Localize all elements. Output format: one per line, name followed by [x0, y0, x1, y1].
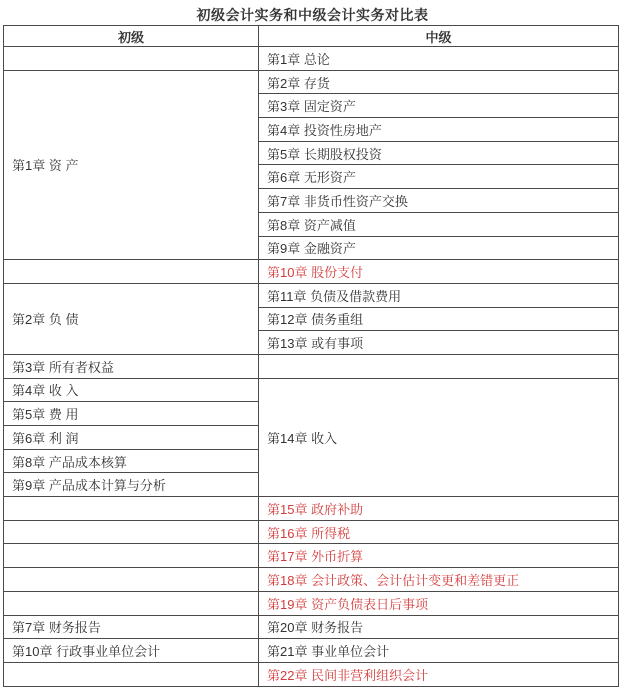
cell-junior-ch2-liabilities: 第2章 负 债 — [4, 283, 259, 354]
cell-junior-empty-4 — [4, 520, 259, 544]
cell-intermediate-ch22-highlighted: 第22章 民间非营利组织会计 — [259, 662, 619, 686]
cell-intermediate-ch11: 第11章 负债及借款费用 — [259, 283, 619, 307]
cell-intermediate-ch13: 第13章 或有事项 — [259, 331, 619, 355]
table-row — [4, 70, 619, 94]
cell-intermediate-ch21: 第21章 事业单位会计 — [259, 639, 619, 663]
cell-intermediate-ch20: 第20章 财务报告 — [259, 615, 619, 639]
cell-intermediate-ch14: 第14章 收入 — [259, 378, 619, 496]
cell-junior-empty-1 — [4, 47, 259, 71]
cell-intermediate-ch4: 第4章 投资性房地产 — [259, 118, 619, 142]
page-title: 初级会计实务和中级会计实务对比表 — [196, 7, 429, 23]
table-row — [4, 662, 619, 686]
cell-junior-ch7-financial-report: 第7章 财务报告 — [4, 615, 259, 639]
cell-junior-ch9-cost-analysis: 第9章 产品成本计算与分析 — [4, 473, 259, 497]
cell-junior-ch4-revenue: 第4章 收 入 — [4, 378, 259, 402]
cell-intermediate-ch12: 第12章 债务重组 — [259, 307, 619, 331]
cell-intermediate-ch1: 第1章 总论 — [259, 47, 619, 71]
cell-junior-ch10-gov-accounting: 第10章 行政事业单位会计 — [4, 639, 259, 663]
table-row — [4, 497, 619, 521]
table-row — [4, 615, 619, 639]
cell-intermediate-ch9: 第9章 金融资产 — [259, 236, 619, 260]
table-row — [4, 544, 619, 568]
cell-intermediate-ch19-highlighted: 第19章 资产负债表日后事项 — [259, 591, 619, 615]
cell-intermediate-empty-1 — [259, 354, 619, 378]
cell-intermediate-ch16-highlighted: 第16章 所得税 — [259, 520, 619, 544]
cell-junior-empty-6 — [4, 568, 259, 592]
column-header-junior: 初级 — [4, 26, 259, 47]
table-row — [4, 47, 619, 71]
cell-junior-ch8-cost-accounting: 第8章 产品成本核算 — [4, 449, 259, 473]
cell-intermediate-ch3: 第3章 固定资产 — [259, 94, 619, 118]
table-row — [4, 354, 619, 378]
cell-intermediate-ch10-highlighted: 第10章 股份支付 — [259, 260, 619, 284]
table-row — [4, 639, 619, 663]
cell-intermediate-ch2: 第2章 存货 — [259, 70, 619, 94]
cell-junior-empty-3 — [4, 497, 259, 521]
table-row — [4, 568, 619, 592]
table-row — [4, 283, 619, 307]
cell-junior-ch1-assets: 第1章 资 产 — [4, 70, 259, 260]
cell-junior-empty-5 — [4, 544, 259, 568]
cell-intermediate-ch17-highlighted: 第17章 外币折算 — [259, 544, 619, 568]
table-row — [4, 378, 619, 402]
table-row — [4, 591, 619, 615]
cell-junior-empty-8 — [4, 662, 259, 686]
cell-junior-empty-2 — [4, 260, 259, 284]
cell-intermediate-ch5: 第5章 长期股权投资 — [259, 141, 619, 165]
column-header-intermediate: 中级 — [259, 26, 619, 47]
cell-intermediate-ch15-highlighted: 第15章 政府补助 — [259, 497, 619, 521]
cell-junior-ch3-equity: 第3章 所有者权益 — [4, 354, 259, 378]
header-row — [4, 26, 619, 47]
cell-intermediate-ch6: 第6章 无形资产 — [259, 165, 619, 189]
comparison-table — [3, 25, 619, 687]
table-row — [4, 260, 619, 284]
cell-intermediate-ch8: 第8章 资产减值 — [259, 212, 619, 236]
cell-intermediate-ch18-highlighted: 第18章 会计政策、会计估计变更和差错更正 — [259, 568, 619, 592]
cell-intermediate-ch7: 第7章 非货币性资产交换 — [259, 189, 619, 213]
cell-junior-ch6-profit: 第6章 利 润 — [4, 426, 259, 450]
table-row — [4, 520, 619, 544]
cell-junior-empty-7 — [4, 591, 259, 615]
cell-junior-ch5-expense: 第5章 费 用 — [4, 402, 259, 426]
